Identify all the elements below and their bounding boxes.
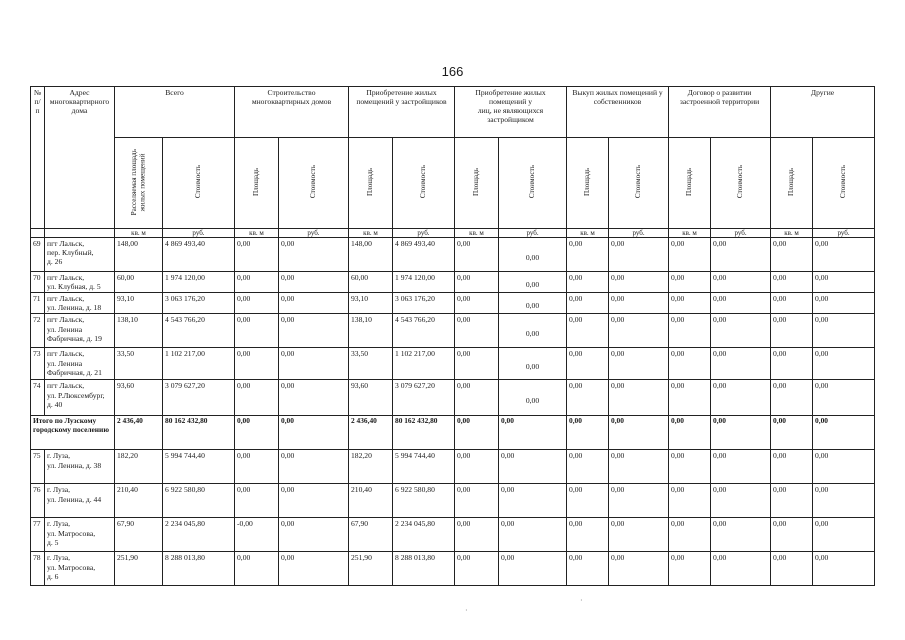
cell-value: 0,00 [455,272,499,293]
total-cost: 5 994 744,40 [163,450,235,484]
subheader-area: Площадь [669,138,711,229]
subheader-area: Площадь [235,138,279,229]
header-num: № п/п [31,87,45,229]
unit-label: руб. [279,229,349,238]
total-value: 0,00 [499,416,567,450]
total-cost: 6 922 580,80 [163,484,235,518]
cell-value: 0,00 [711,293,771,314]
total-value: 0,00 [771,416,813,450]
cell-value: 0,00 [711,518,771,552]
cell-value: 0,00 [567,238,609,272]
cell-value: 0,00 [771,450,813,484]
total-cost: 1 974 120,00 [163,272,235,293]
cell-value: 0,00 [279,380,349,416]
cell-value: 0,00 [235,484,279,518]
cell-value: 0,00 [567,272,609,293]
cell-value: 4 869 493,40 [393,238,455,272]
cell-value: 0,00 [279,314,349,348]
cell-value: 0,00 [235,272,279,293]
cell-value: 0,00 [771,238,813,272]
row-address: пгт Лальск, пер. Клубный, д. 26 [45,238,115,272]
total-label: Итого по Лузскому городскому поселению [31,416,115,450]
cell-value: 0,00 [499,314,567,348]
total-cost: 3 079 627,20 [163,380,235,416]
cell-value: 0,00 [813,518,875,552]
total-value: 0,00 [567,416,609,450]
total-area: 93,60 [115,380,163,416]
unit-label: руб. [609,229,669,238]
cell-value: 93,10 [349,293,393,314]
cell-value: 0,00 [609,293,669,314]
cell-value: 0,00 [813,380,875,416]
cell-value: 0,00 [499,552,567,586]
total-area: 33,50 [115,348,163,380]
cell-value: 0,00 [669,314,711,348]
unit-label: руб. [163,229,235,238]
table-row [31,293,875,314]
header-total: Всего [115,87,235,138]
cell-value: 0,00 [279,518,349,552]
header-purchase-non-developers: Приобретение жилых помещений у лиц, не являющихся застройщиком [455,87,567,138]
cell-value: 0,00 [813,450,875,484]
cell-value: 3 063 176,20 [393,293,455,314]
units-blank [31,229,45,238]
cell-value: 0,00 [669,293,711,314]
row-number: 69 [31,238,45,272]
page-number: 166 [441,64,464,79]
cell-value: 251,90 [349,552,393,586]
subheader-area: Площадь [771,138,813,229]
cell-value: 0,00 [279,552,349,586]
total-area: 67,90 [115,518,163,552]
cell-value: 0,00 [813,293,875,314]
cell-value: 0,00 [669,518,711,552]
cell-value: 60,00 [349,272,393,293]
subheader-area: Площадь [567,138,609,229]
cell-value: 0,00 [711,380,771,416]
cell-value: 0,00 [669,380,711,416]
total-area: 93,10 [115,293,163,314]
row-address: г. Луза, ул. Ленина, д. 44 [45,484,115,518]
cell-value: 210,40 [349,484,393,518]
subheader-area: Площадь [455,138,499,229]
table-row [31,518,875,552]
cell-value: 0,00 [669,238,711,272]
cell-value: 0,00 [499,450,567,484]
cell-value: 1 102 217,00 [393,348,455,380]
cell-value: 0,00 [567,552,609,586]
cell-value: 0,00 [609,484,669,518]
cell-value: 0,00 [567,450,609,484]
total-value: 0,00 [609,416,669,450]
header-construction: Строительство многоквартирных домов [235,87,349,138]
total-cost: 3 063 176,20 [163,293,235,314]
row-number: 74 [31,380,45,416]
row-number: 71 [31,293,45,314]
cell-value: 0,00 [771,314,813,348]
total-cost: 4 869 493,40 [163,238,235,272]
cell-value: 0,00 [669,552,711,586]
subheader-cost: Стоимость [163,138,235,229]
subheader-area: Площадь [349,138,393,229]
cell-value: 0,00 [711,314,771,348]
cell-value: 0,00 [499,518,567,552]
cell-value: 0,00 [499,238,567,272]
cell-value: 0,00 [711,450,771,484]
cell-value: 0,00 [235,450,279,484]
cell-value: 0,00 [711,272,771,293]
unit-label: руб. [393,229,455,238]
cell-value: 0,00 [567,484,609,518]
cell-value: -0,00 [235,518,279,552]
unit-label: кв. м [669,229,711,238]
subheader-cost: Стоимость [813,138,875,229]
cell-value: 67,90 [349,518,393,552]
cell-value: 0,00 [771,272,813,293]
cell-value: 0,00 [711,484,771,518]
cell-value: 148,00 [349,238,393,272]
cell-value: 0,00 [235,293,279,314]
row-address: пгт Лальск, ул. Клубная, д. 5 [45,272,115,293]
cell-value: 2 234 045,80 [393,518,455,552]
cell-value: 0,00 [455,314,499,348]
header-buyout: Выкуп жилых помещений у собственников [567,87,669,138]
cell-value: 0,00 [279,348,349,380]
unit-label: руб. [813,229,875,238]
cell-value: 0,00 [279,238,349,272]
row-number: 72 [31,314,45,348]
total-value: 0,00 [669,416,711,450]
cell-value: 0,00 [279,272,349,293]
units-blank [45,229,115,238]
table-row [31,484,875,518]
cell-value: 0,00 [609,518,669,552]
cell-value: 0,00 [567,293,609,314]
cell-value: 0,00 [567,518,609,552]
cell-value: 0,00 [455,293,499,314]
cell-value: 0,00 [813,238,875,272]
cell-value: 0,00 [771,348,813,380]
total-value: 80 162 432,80 [393,416,455,450]
subheader-cost: Стоимость [609,138,669,229]
cell-value: 0,00 [813,272,875,293]
cell-value: 0,00 [771,518,813,552]
cell-value: 0,00 [771,293,813,314]
cell-value: 0,00 [609,552,669,586]
cell-value: 0,00 [499,484,567,518]
row-address: пгт Лальск, ул. Ленина Фабричная, д. 21 [45,348,115,380]
cell-value: 0,00 [771,484,813,518]
cell-value: 0,00 [609,380,669,416]
row-number: 73 [31,348,45,380]
cell-value: 0,00 [279,293,349,314]
cell-value: 0,00 [567,314,609,348]
row-number: 78 [31,552,45,586]
total-cost: 8 288 013,80 [163,552,235,586]
cell-value: 0,00 [455,518,499,552]
total-value: 0,00 [235,416,279,450]
unit-label: кв. м [235,229,279,238]
subheader-cost: Стоимость [499,138,567,229]
cell-value: 0,00 [813,348,875,380]
total-cost: 2 234 045,80 [163,518,235,552]
cell-value: 0,00 [813,552,875,586]
cell-value: 0,00 [499,348,567,380]
total-value: 0,00 [711,416,771,450]
table-row [31,380,875,416]
cell-value: 0,00 [455,484,499,518]
unit-label: кв. м [771,229,813,238]
table-row [31,314,875,348]
cell-value: 0,00 [609,348,669,380]
cell-value: 0,00 [279,484,349,518]
total-area: 138,10 [115,314,163,348]
cell-value: 0,00 [235,314,279,348]
total-area: 210,40 [115,484,163,518]
cell-value: 6 922 580,80 [393,484,455,518]
header-other: Другие [771,87,875,138]
cell-value: 0,00 [771,552,813,586]
total-cost: 1 102 217,00 [163,348,235,380]
total-row [31,416,875,450]
total-value: 0,00 [455,416,499,450]
cell-value: 3 079 627,20 [393,380,455,416]
subheader-cost: Стоимость [711,138,771,229]
cell-value: 93,60 [349,380,393,416]
cell-value: 182,20 [349,450,393,484]
cell-value: 33,50 [349,348,393,380]
row-number: 70 [31,272,45,293]
total-value: 0,00 [813,416,875,450]
unit-label: кв. м [567,229,609,238]
cell-value: 4 543 766,20 [393,314,455,348]
cell-value: 0,00 [499,293,567,314]
total-area: 2 436,40 [115,416,163,450]
header-address: Адрес многоквартирного дома [45,87,115,229]
cell-value: 0,00 [499,380,567,416]
cell-value: 0,00 [567,380,609,416]
unit-label: кв. м [455,229,499,238]
cell-value: 0,00 [455,348,499,380]
cell-value: 0,00 [609,450,669,484]
scan-speck: · [580,596,583,605]
unit-label: руб. [711,229,771,238]
unit-label: кв. м [349,229,393,238]
cell-value: 138,10 [349,314,393,348]
resettlement-table [30,86,875,586]
subheader-resettled-area: Расселяемая площадь жилых помещений [115,138,163,229]
cell-value: 0,00 [455,380,499,416]
row-address: г. Луза, ул. Ленина, д. 38 [45,450,115,484]
table-row [31,348,875,380]
cell-value: 0,00 [771,380,813,416]
cell-value: 0,00 [499,272,567,293]
cell-value: 0,00 [813,314,875,348]
table-row [31,238,875,272]
cell-value: 0,00 [455,552,499,586]
table-row [31,552,875,586]
cell-value: 0,00 [279,450,349,484]
total-cost: 80 162 432,80 [163,416,235,450]
unit-label: руб. [499,229,567,238]
total-area: 60,00 [115,272,163,293]
total-value: 2 436,40 [349,416,393,450]
cell-value: 0,00 [235,552,279,586]
cell-value: 0,00 [235,238,279,272]
cell-value: 0,00 [609,314,669,348]
cell-value: 0,00 [669,348,711,380]
total-value: 0,00 [279,416,349,450]
row-address: пгт Лальск, ул. Ленина, д. 18 [45,293,115,314]
total-cost: 4 543 766,20 [163,314,235,348]
row-number: 76 [31,484,45,518]
row-address: пгт Лальск, ул. Р.Люксембург, д. 40 [45,380,115,416]
row-number: 77 [31,518,45,552]
cell-value: 0,00 [711,552,771,586]
cell-value: 5 994 744,40 [393,450,455,484]
cell-value: 0,00 [455,450,499,484]
row-address: пгт Лальск, ул. Ленина Фабричная, д. 19 [45,314,115,348]
row-address: г. Луза, ул. Матросова, д. 6 [45,552,115,586]
cell-value: 0,00 [567,348,609,380]
cell-value: 0,00 [669,450,711,484]
row-number: 75 [31,450,45,484]
cell-value: 1 974 120,00 [393,272,455,293]
table-row [31,450,875,484]
cell-value: 8 288 013,80 [393,552,455,586]
total-area: 182,20 [115,450,163,484]
cell-value: 0,00 [711,348,771,380]
cell-value: 0,00 [609,238,669,272]
subheader-cost: Стоимость [393,138,455,229]
unit-label: кв. м [115,229,163,238]
table-row [31,272,875,293]
cell-value: 0,00 [235,380,279,416]
cell-value: 0,00 [711,238,771,272]
cell-value: 0,00 [235,348,279,380]
scan-speck: · [465,606,468,615]
cell-value: 0,00 [669,272,711,293]
cell-value: 0,00 [609,272,669,293]
header-purchase-developers: Приобретение жилых помещений у застройщиков [349,87,455,138]
cell-value: 0,00 [813,484,875,518]
cell-value: 0,00 [455,238,499,272]
header-agreement: Договор о развитии застроенной территории [669,87,771,138]
row-address: г. Луза, ул. Матросова, д. 5 [45,518,115,552]
total-area: 251,90 [115,552,163,586]
cell-value: 0,00 [669,484,711,518]
subheader-cost: Стоимость [279,138,349,229]
total-area: 148,00 [115,238,163,272]
